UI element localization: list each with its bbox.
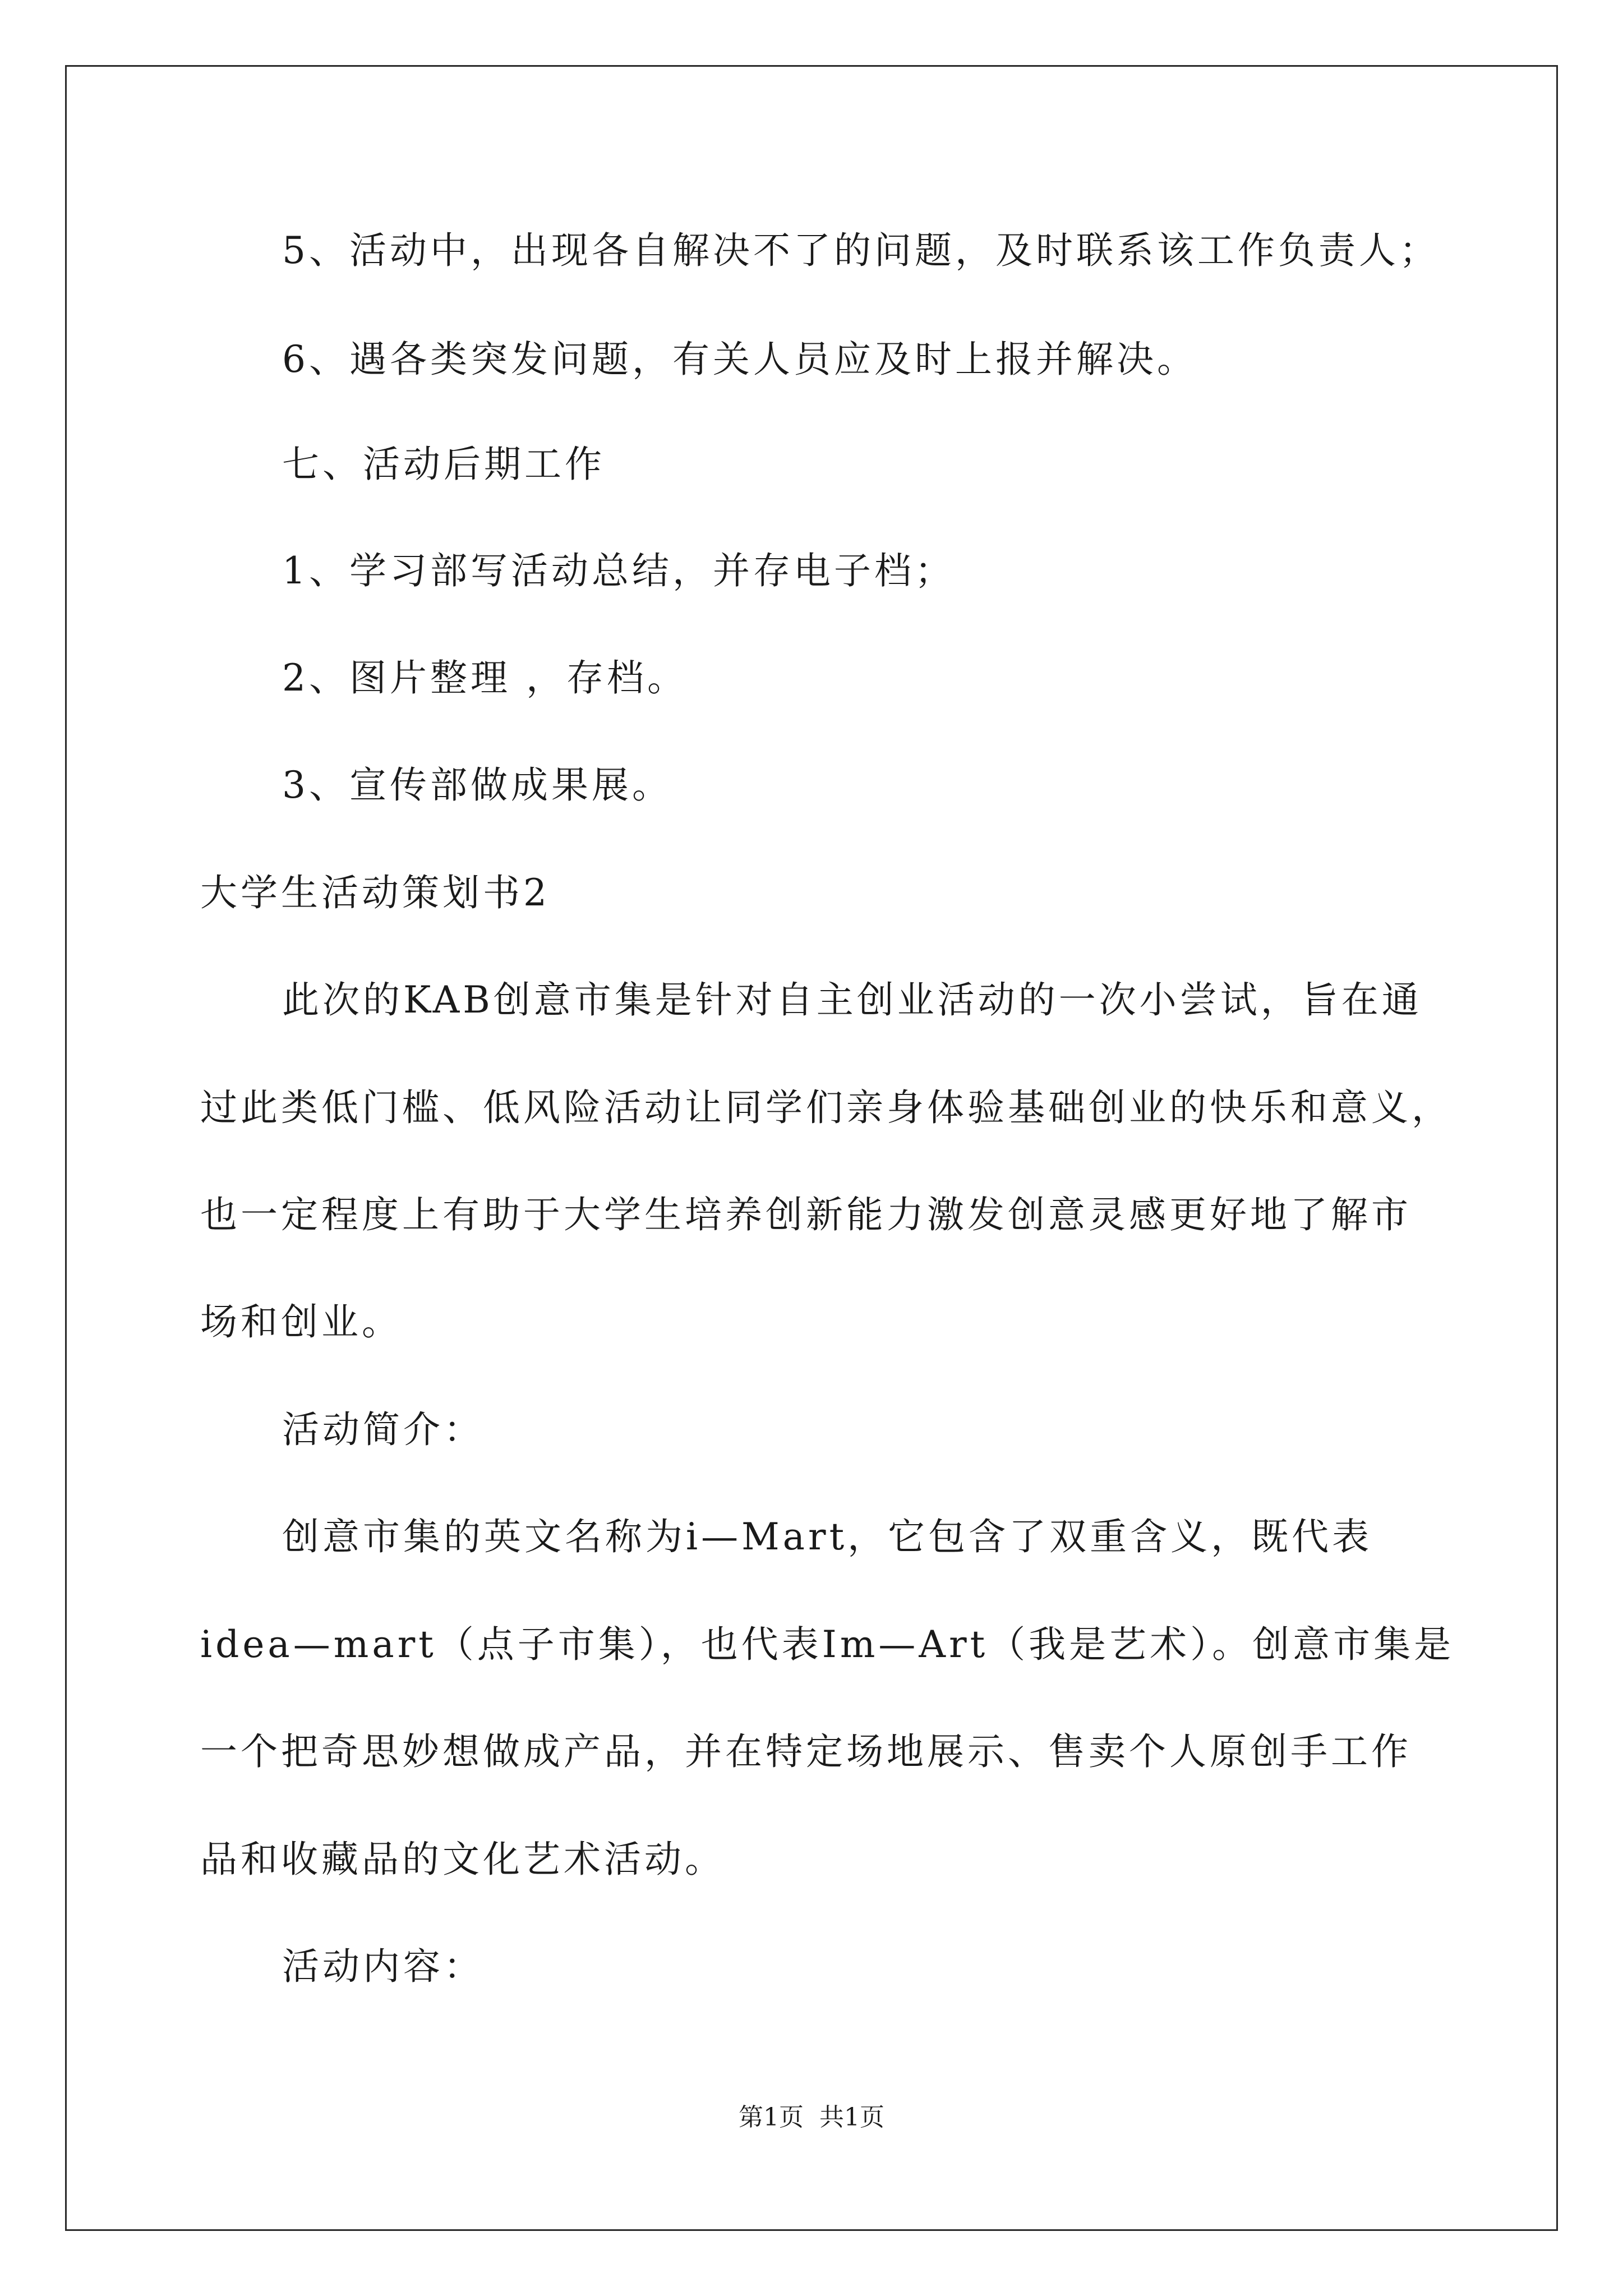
list-item-5: 5、活动中，出现各自解决不了的问题，及时联系该工作负责人； [282, 229, 1440, 272]
paragraph-overview-line: 创意市集的英文名称为i—Mart，它包含了双重含义，既代表 [282, 1515, 1373, 1558]
paragraph-overview-line: idea—mart（点子市集），也代表Im—Art（我是艺术）。创意市集是 [200, 1623, 1455, 1666]
section-heading-content: 活动内容： [282, 1945, 484, 1988]
list-item-1: 1、学习部写活动总结，并存电子档； [282, 549, 955, 592]
paragraph-overview-line: 品和收藏品的文化艺术活动。 [200, 1838, 725, 1881]
section-heading-7: 七、活动后期工作 [282, 443, 605, 486]
paragraph-intro-line: 场和创业。 [200, 1300, 402, 1343]
document-title: 大学生活动策划书2 [200, 871, 550, 914]
page-border [65, 65, 1558, 2231]
list-item-2: 2、图片整理 ，存档。 [282, 656, 688, 700]
paragraph-overview-line: 一个把奇思妙想做成产品，并在特定场地展示、售卖个人原创手工作 [200, 1730, 1412, 1773]
page-number-total: 共1页 [819, 2103, 884, 2132]
page-footer [0, 2101, 1623, 2134]
paragraph-intro-line: 也一定程度上有助于大学生培养创新能力激发创意灵感更好地了解市 [200, 1193, 1412, 1236]
paragraph-intro-line: 过此类低门槛、低风险活动让同学们亲身体验基础创业的快乐和意义， [200, 1086, 1452, 1129]
paragraph-intro-line: 此次的KAB创意市集是针对自主创业活动的一次小尝试，旨在通 [282, 978, 1422, 1022]
page-number-current: 第1页 [739, 2103, 804, 2132]
list-item-3: 3、宣传部做成果展。 [282, 763, 672, 807]
section-heading-overview: 活动简介： [282, 1408, 484, 1451]
list-item-6: 6、遇各类突发问题，有关人员应及时上报并解决。 [282, 338, 1197, 381]
